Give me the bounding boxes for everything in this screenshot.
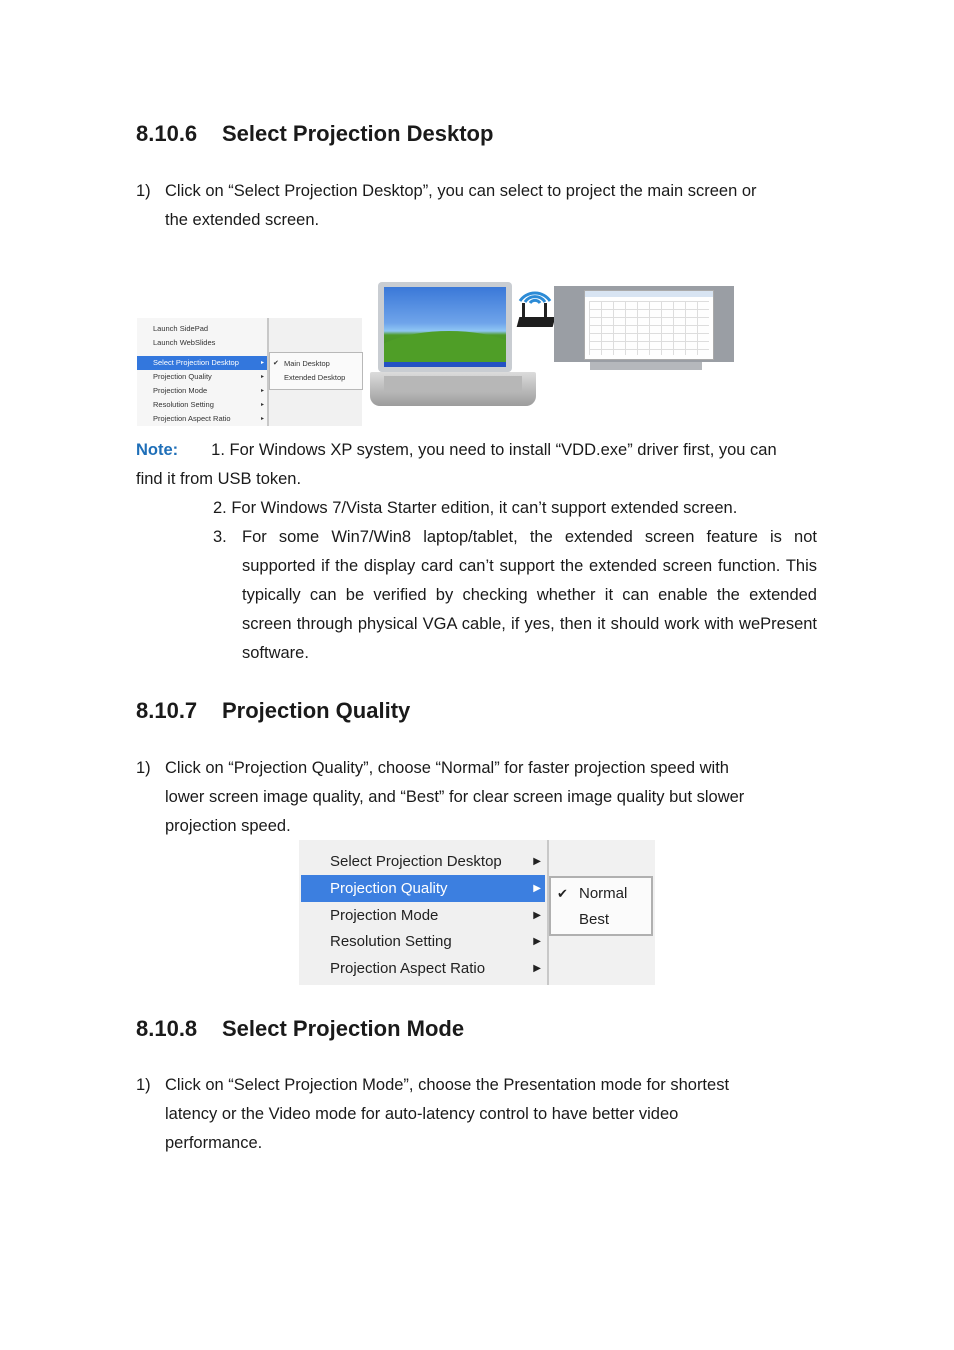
list-item-text (165, 1071, 825, 1158)
submenu-arrow-icon: ▸ (260, 388, 264, 394)
taskbar (384, 362, 506, 367)
keyboard (384, 376, 522, 392)
check-icon: ✔ (557, 886, 568, 901)
list-item-text (165, 754, 825, 841)
menu-item-selected[interactable] (137, 356, 267, 370)
menu-item-label: Select Projection Desktop (153, 358, 239, 367)
menu-item-label: Projection Mode (153, 386, 208, 395)
text-line: projection speed. (165, 817, 291, 835)
submenu-item-best[interactable] (551, 906, 651, 933)
laptop-base (370, 372, 536, 406)
menu-item[interactable] (301, 955, 545, 982)
menu-item-label: Projection Quality (330, 880, 448, 897)
submenu-arrow-icon: ▸ (260, 374, 264, 380)
context-menu-figure (137, 318, 362, 426)
submenu-arrow-icon: ▶ (533, 936, 541, 947)
context-menu (137, 318, 269, 426)
text-line: Click on “Select Projection Desktop”, you can select to project the main screen or (165, 182, 757, 200)
wifi-icon (514, 281, 556, 305)
text-line: performance. (165, 1134, 263, 1152)
router-body (517, 317, 556, 327)
menu-item-label: Select Projection Desktop (330, 853, 502, 870)
submenu-arrow-icon: ▶ (533, 883, 541, 894)
section-title: Select Projection Mode (222, 1016, 465, 1041)
text-line: latency or the Video mode for auto-latency control to have better video (165, 1105, 679, 1123)
submenu-item-normal[interactable] (551, 880, 651, 907)
note-line: find it from USB token. (136, 470, 302, 488)
submenu-arrow-icon: ▸ (260, 416, 264, 422)
note-text: 1. For Windows XP system, you need to install “VDD.exe” driver first, you can (211, 441, 777, 459)
laptop-screen (378, 282, 512, 372)
submenu (549, 876, 653, 936)
section-number: 8.10.6 (136, 121, 198, 146)
section-number: 8.10.8 (136, 1016, 198, 1041)
section-heading (136, 698, 410, 724)
submenu-item-label: Extended Desktop (284, 373, 346, 382)
submenu-arrow-icon: ▸ (260, 402, 264, 408)
section-title: Projection Quality (222, 698, 411, 723)
menu-item[interactable]: Launch SidePad (153, 324, 209, 333)
menu-item[interactable] (137, 398, 267, 412)
section-heading (136, 1016, 464, 1042)
projected-spreadsheet (584, 290, 714, 360)
note-line (136, 436, 826, 465)
text-line: Click on “Select Projection Mode”, choose the Presentation mode for shortest (165, 1076, 730, 1094)
text-line: Click on “Projection Quality”, choose “Normal” for faster projection speed with (165, 759, 729, 777)
submenu-arrow-icon: ▸ (260, 360, 264, 366)
submenu-arrow-icon: ▶ (533, 910, 541, 921)
menu-item[interactable] (301, 928, 545, 955)
text-line: the extended screen. (165, 211, 320, 229)
menu-item-label: Projection Quality (153, 372, 212, 381)
menu-item-label: Resolution Setting (330, 933, 452, 950)
note-label: Note: (136, 441, 179, 459)
list-number: 1) (136, 759, 151, 777)
projection-screen-illustration (554, 286, 734, 372)
submenu-item-extended-desktop[interactable] (270, 371, 360, 385)
submenu-item-label: Main Desktop (284, 359, 330, 368)
list-item-text (165, 177, 825, 235)
section-title: Select Projection Desktop (222, 121, 494, 146)
submenu (269, 352, 363, 390)
check-icon: ✔ (273, 360, 279, 367)
submenu-item-label: Best (579, 911, 610, 928)
menu-item[interactable]: Launch WebSlides (153, 338, 216, 347)
text-line: lower screen image quality, and “Best” for clear screen image quality but slower (165, 788, 745, 806)
submenu-arrow-icon: ▶ (533, 856, 541, 867)
submenu-arrow-icon: ▶ (533, 963, 541, 974)
laptop-illustration (370, 280, 536, 408)
menu-item[interactable] (137, 370, 267, 384)
list-number: 1) (136, 182, 151, 200)
submenu-item-label: Normal (579, 885, 628, 902)
section-heading (136, 121, 493, 147)
menu-item-label: Projection Mode (330, 907, 439, 924)
note-line: 2. For Windows 7/Vista Starter edition, it can’t support extended screen. (213, 499, 738, 517)
menu-item-selected[interactable] (301, 875, 545, 902)
menu-item[interactable] (137, 412, 267, 426)
menu-item[interactable] (301, 902, 545, 929)
menu-item-label: Projection Aspect Ratio (153, 414, 231, 423)
section-number: 8.10.7 (136, 698, 198, 723)
note-number: 3. (213, 528, 227, 546)
list-number: 1) (136, 1076, 151, 1094)
note-paragraph: For some Win7/Win8 laptop/tablet, the extended screen feature is not supported if the display card can’t support the extended screen function. This typically can be verified by checking whether it can enable the extended screen through physical VGA cable, if yes, then it should work with wePresent software. (242, 528, 817, 662)
menu-item[interactable] (301, 848, 545, 875)
menu-item-label: Projection Aspect Ratio (330, 960, 486, 977)
menu-item-label: Resolution Setting (153, 400, 214, 409)
desktop-wallpaper (384, 287, 506, 367)
context-menu (299, 840, 549, 985)
context-menu-figure (299, 840, 655, 985)
submenu-item-main-desktop[interactable] (270, 357, 360, 371)
menu-item[interactable] (137, 384, 267, 398)
wireless-router-illustration (514, 281, 556, 335)
